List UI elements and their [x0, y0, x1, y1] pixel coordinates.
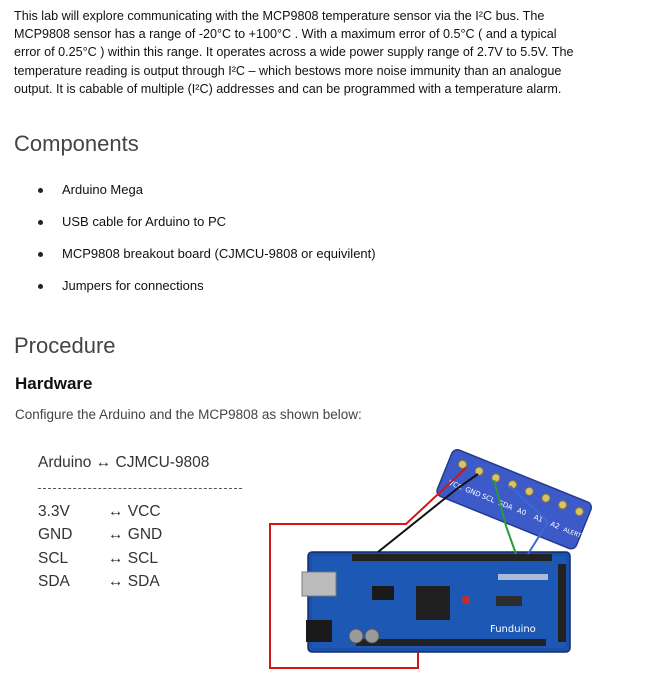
pin-label-vcc: VCC — [447, 478, 464, 492]
intro-line: This lab will explore communicating with the MCP9808 temperature sensor via the I²C bus. The — [14, 9, 545, 23]
bullet-icon — [38, 188, 43, 193]
list-item: USB cable for Arduino to PC — [38, 212, 376, 244]
intro-paragraph — [14, 7, 626, 98]
pin-label-a1: A1 — [532, 513, 545, 525]
mcp9808-breakout-board — [435, 448, 594, 551]
intro-line: MCP9808 sensor has a range of -20°C to +100°C . With a maximum error of 0.5°C ( and a typical — [14, 27, 557, 42]
bullet-icon — [38, 252, 43, 257]
wiring-header: Arduino ↔ CJMCU-9808 — [38, 454, 210, 471]
pin-label-sda: SDA — [497, 499, 514, 512]
arduino-mega-board — [302, 552, 570, 652]
procedure-heading: Procedure — [14, 333, 116, 358]
configure-caption: Configure the Arduino and the MCP9808 as shown below: — [15, 407, 362, 422]
list-item: Jumpers for connections — [38, 276, 376, 308]
wiring-diagram — [266, 436, 620, 674]
list-item: Arduino Mega — [38, 180, 376, 212]
pin-label-scl: SCL — [480, 492, 496, 505]
pin-label-gnd: GND — [463, 485, 482, 499]
list-item: MCP9808 breakout board (CJMCU-9808 or equivilent) — [38, 244, 376, 276]
hardware-subheading: Hardware — [15, 374, 93, 393]
bullet-icon — [38, 220, 43, 225]
intro-line: output. It is cabable of multiple (I²C) addresses and can be programmed with a temperature alarm. — [14, 81, 562, 96]
components-heading: Components — [14, 131, 139, 156]
intro-line: error of 0.25°C ) within this range. It operates across a wide power supply range of 2.7V to 5.5V. The — [14, 45, 574, 60]
board-brand-label: Funduino — [490, 624, 536, 635]
pin-label-alert: ALERT — [562, 526, 583, 540]
components-list — [38, 180, 376, 308]
divider — [38, 488, 242, 489]
bullet-icon — [38, 284, 43, 289]
black-wire — [378, 474, 478, 552]
intro-line: temperature reading is output through I²C – which bestows more noise immunity than an analogue — [14, 63, 562, 78]
pin-label-a0: A0 — [515, 506, 528, 518]
pin-label-a2: A2 — [549, 520, 561, 531]
